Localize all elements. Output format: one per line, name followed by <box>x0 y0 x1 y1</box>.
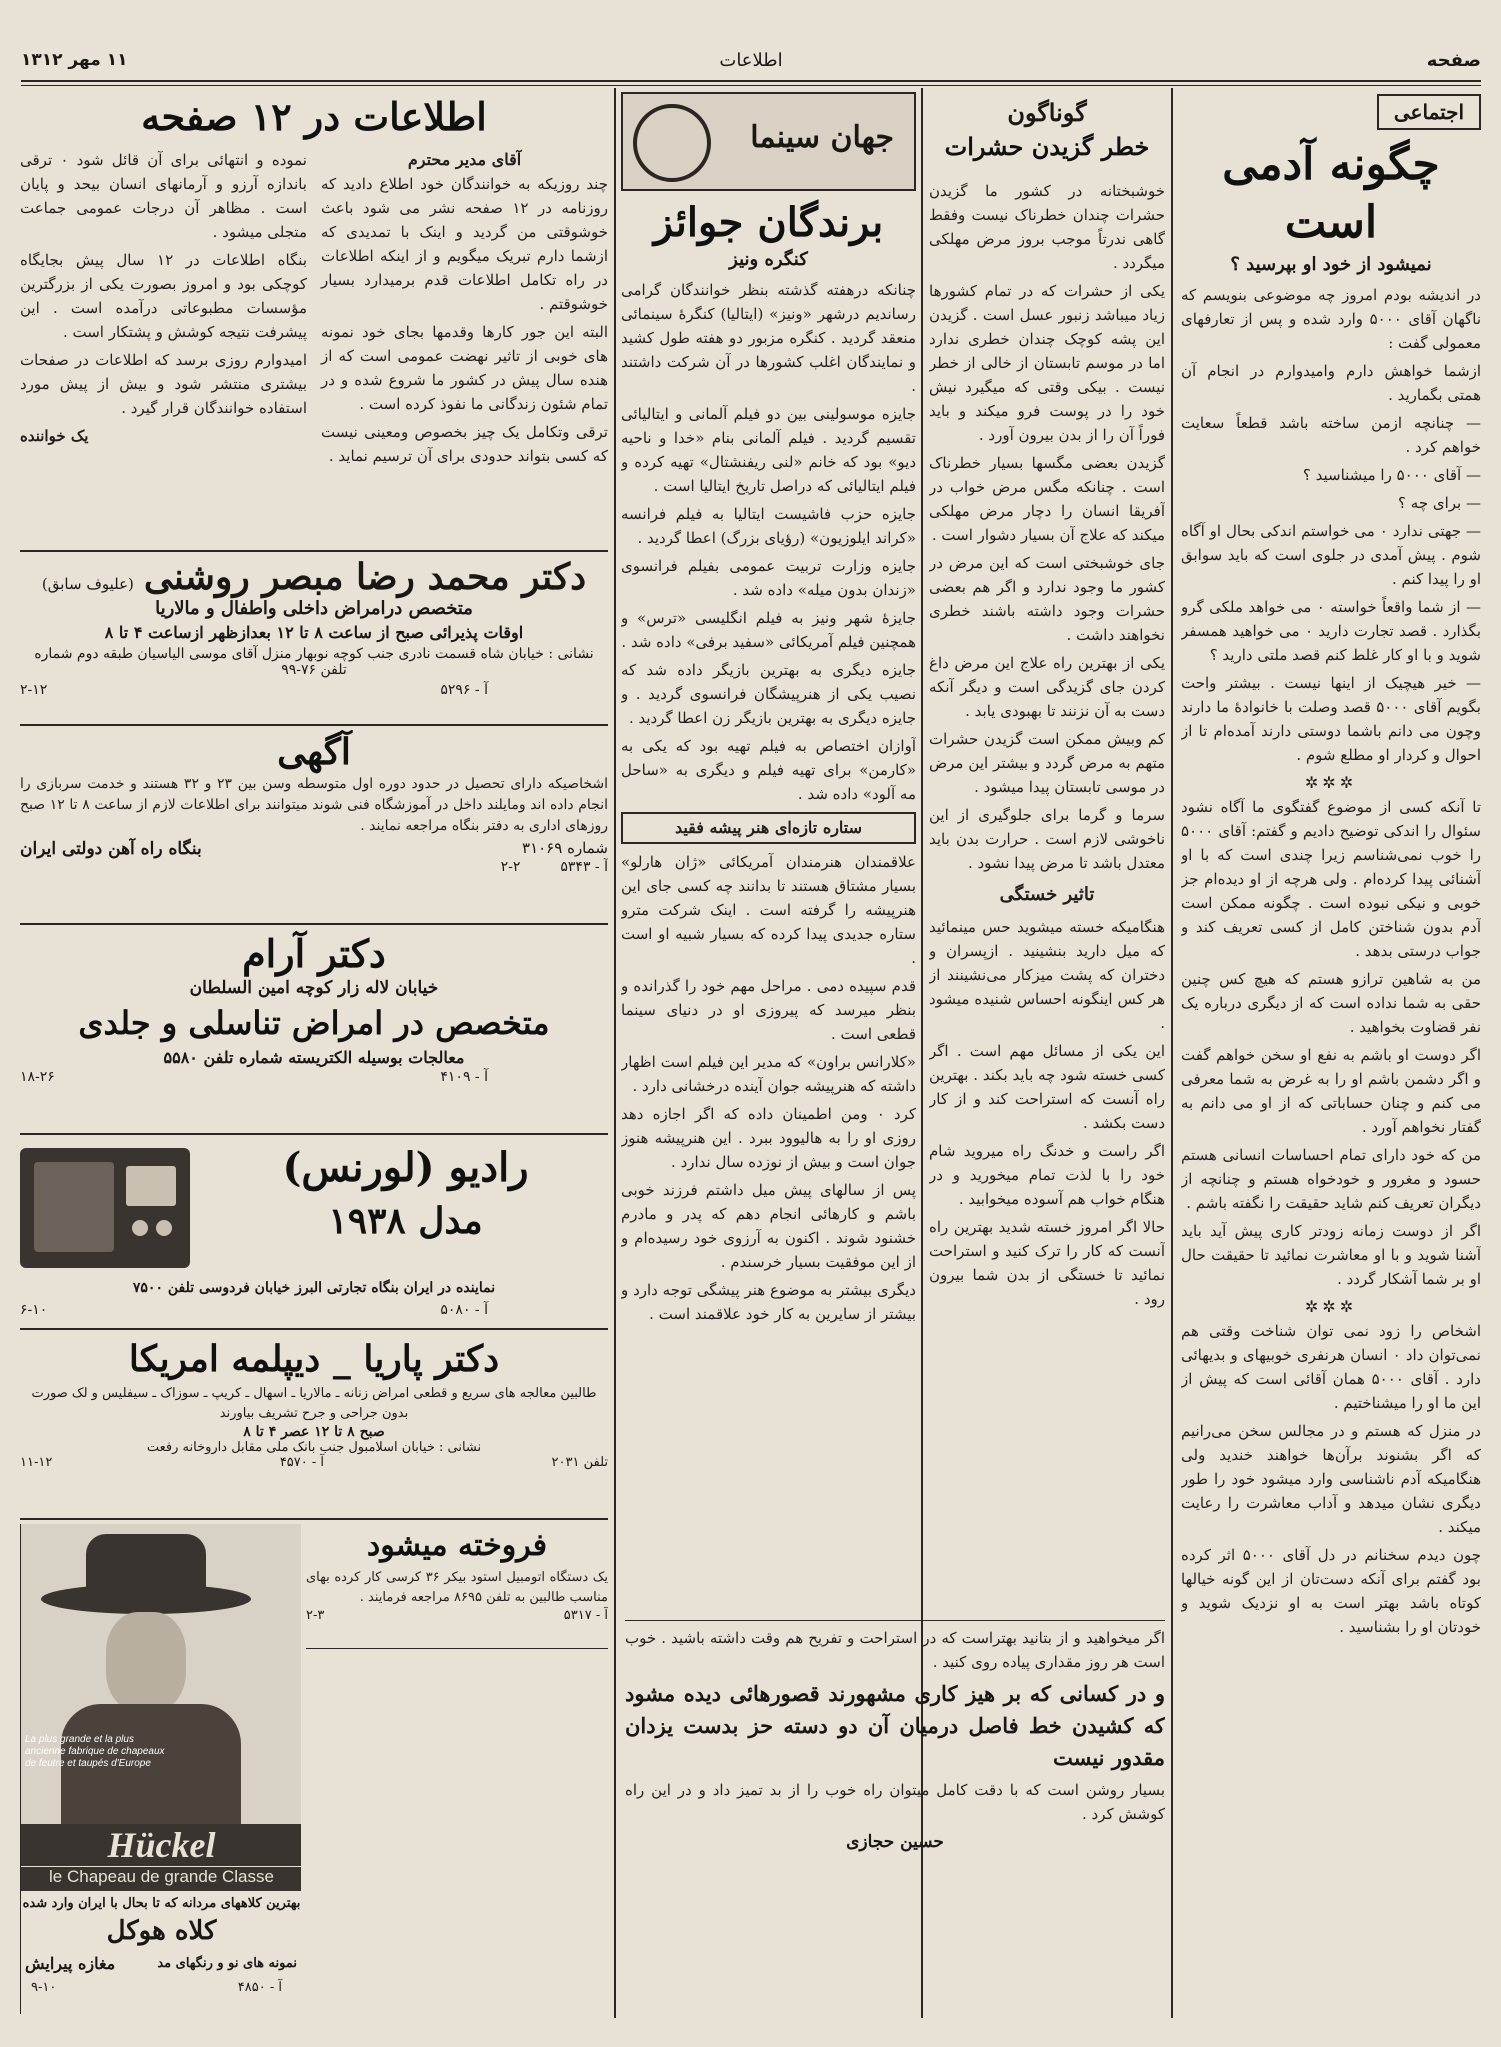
paragraph: تا آنکه کسی از موضوع گفتگوی ما آگاه نشود سئوال را اندکی توضیح دادیم و گفتم: آقای ۵۰۰۰ را خوب نمی‌شناسم زیرا چندی است که با او آشنائی پیدا کرده‌ام . ولی هرچه از او دیده‌ام جز خوبی و نیکی نبوده است . چگونه ممکن است آدم بدون شناختن کامل از کسی تعریف کند و جواب درستی بدهد . <box>1181 798 1481 960</box>
paragraph: — آقای ۵۰۰۰ را میشناسید ؟ <box>1302 466 1481 484</box>
ad-codes <box>20 1069 608 1085</box>
address: نشانی : خیابان اسلامبول جنب بانک ملی مقابل داروخانه رفعت <box>146 1440 482 1455</box>
radio-agent: نماینده در ایران بنگاه تجارتی البرز خیابان فردوسی تلفن ۷۵۰۰ <box>132 1280 496 1296</box>
highlight-text: و در کسانی که بر هیز کاری مشهورند قصورهائی دیده مشود که کشیدن خط فاصل درمیان آن دو دسته حز بدست یزدان مقدور نیست <box>625 1681 1165 1770</box>
ad-rule <box>20 1133 608 1135</box>
ettelaat12-body <box>20 148 608 472</box>
ad-title: آگهی <box>277 731 351 773</box>
ad-radio <box>20 1140 608 1325</box>
ad-text: یک دستگاه اتومبیل استود بیکر ۳۶ کرسی کار کرده بهای مناسب طالبین به تلفن ۸۶۹۵ مراجعه فرمایند . <box>306 1570 608 1605</box>
ettelaat12-article <box>20 92 608 547</box>
ad-codes <box>20 1302 608 1318</box>
paragraph: — جهتی ندارد ۰ می خواستم اندکی بحال او آگاه شوم . پیش آمدی در جلوی است که باید سوابق او را پیدا کنم . <box>1181 522 1481 588</box>
ad-code: آ - ۵۳۱۷ <box>563 1608 608 1623</box>
ad-codes <box>20 859 608 875</box>
ad-code-2: ۱۸-۲۶ <box>20 1069 55 1085</box>
paragraph: جایزه وزارت تربیت عمومی بفیلم فرانسوی «زندان بدون میله» داده شد . <box>621 557 916 599</box>
huckel-brand: Hückel <box>21 1824 301 1866</box>
doctor-name: دکتر آرام <box>242 931 386 976</box>
article-subtitle-cinema-2: ستاره تازه‌ای هنر پیشه فقید <box>621 812 916 844</box>
paragraph: اشخاص را زود نمی توان شناخت وقتی هم نمی‌توان داد ۰ انسان هرنفری خوبیهای و بدیهائی دارد . آقای ۵۰۰۰ همان آقائی است که پیش از این ما او را میشناختیم . <box>1181 1322 1481 1412</box>
paragraph: حالا اگر امروز خسته شدید بهترین راه آنست که کار را ترک کنید و استراحت نمائید تا خستگی از بدن شما بیرون رود . <box>929 1218 1165 1308</box>
ad-dr-pariya <box>20 1334 608 1514</box>
paragraph: جایزه دیگری به بهترین بازیگر داده شد که نصیب یکی از هنرپیشگان فرانسوی گردید . و جایزه دیگری به بهترین بازیگر زن اعطا گردید . <box>621 661 916 727</box>
paragraph: گزیدن بعضی مگسها بسیار خطرناک است . چنانکه مگس مرض خواب در آفریقا انسان را دچار مرض مهلکی میکند که علاج آن بسیار دشوار است . <box>929 454 1165 544</box>
ad-text: طالبین معالجه های سریع و قطعی امراض زنانه ـ مالاریا ـ اسهال ـ کریپ ـ سوزاک ـ سیفلیس و لک صورت بدون جراحی و جرح تشریف بیاورند <box>31 1386 597 1421</box>
paragraph: اگر دوست او باشم به نفع او سخن خواهم گفت و اگر دشمن باشم او را به غرض به شما معرفی می کنم و چنان حساباتی که از او می دانم به گفتار نخواهم آورد . <box>1181 1046 1481 1136</box>
ad-dr-roshani <box>20 556 608 721</box>
ad-code-2: ۹-۱۰ <box>31 1980 57 1995</box>
paragraph: البته این جور کارها وقدمها بجای خود نمونه های خوبی از تاثیر نهضت عمومی است که از هنده سال پیش در کشور ما شروع شده و در تمام شئون زندگانی ما نفوذ کرده است . <box>321 323 608 413</box>
paragraph: — برای چه ؟ <box>1398 494 1481 512</box>
paragraph: چند روزیکه به خوانندگان خود اطلاع دادید که روزنامه در ۱۲ صفحه نشر می شود باعث خوشوقتی من گردید و اینک با تمدیدی که ازشما دارم تبریک میگویم و از اینکه اطلاعات در راه تکامل اطلاعات قدم برمیدارد بسیار خوشوقتم . <box>321 175 608 313</box>
article-subtitle-cinema: کنگره ونیز <box>729 249 808 270</box>
cinema-badge: جهان سینما <box>750 120 894 155</box>
paragraph: ترقی وتکامل یک چیز بخصوص ومعینی نیست که کسی بتواند حدودی برای آن ترسیم نماید . <box>321 423 608 465</box>
ad-rule <box>20 1328 608 1330</box>
masthead-rule-2 <box>21 85 1481 86</box>
paragraph: جایزه موسولینی بین دو فیلم آلمانی و ایتالیائی تقسیم گردید . فیلم آلمانی بنام «خدا و ناحیه دیو» بود که خانم «لنی ریفنشتال» تهیه کرده و فیلم ایتالیائی که دراصل تاریخ ایتالیا است . <box>621 405 916 495</box>
paragraph: جایزهٔ شهر ونیز به فیلم انگلیسی «ترس» و همچنین فیلم آمریکائی «سفید برفی» داده شد . <box>621 609 916 651</box>
huckel-line1: بهترین کلاههای مردانه که تا بحال با ایران وارد شده <box>22 1896 301 1911</box>
article-body-gunagun <box>929 179 1165 1311</box>
doctor-name: دکتر پاریا _ دیپلمه امریکا <box>128 1338 500 1380</box>
paragraph: علاقمندان هنرمندان آمریکائی «ژان هارلو» بسیار مشتاق هستند تا بدانند چه کسی جای این هنرپیشه را گرفته است . اینک شرکت مترو ستاره جدیدی پیدا کرده که بسیار شبیه او است . <box>621 853 916 967</box>
separator-stars: ✲✲✲ <box>1304 773 1358 792</box>
paragraph: کم وبیش ممکن است گزیدن حشرات متهم به مرض گردد و بیشتر این مرض در موسی تابستان پیدا میشود . <box>929 730 1165 796</box>
ad-rule <box>20 724 608 726</box>
section-badge-ijtemai: اجتماعی <box>1377 94 1481 130</box>
page-date: ۱۱ مهر ۱۳۱۲ <box>21 50 128 70</box>
paragraph: قدم سپیده دمی . مراحل مهم خود را گذرانده و بنظر میرسد که پیروزی او در دنیای سینما قطعی است . <box>621 977 916 1043</box>
address: نشانی : خیابان شاه قسمت نادری جنب کوچه نوبهار منزل آقای موسی الیاسیان طبقه دوم شماره تلفن ۷۶-۹۹ <box>34 646 594 678</box>
paragraph: بسیار روشن است که با دقت کامل میتوان راه خوب را از بد تمیز داد و در این راه کوشش کرد . <box>625 1781 1165 1823</box>
paragraph: چون دیدم سخنانم در دل آقای ۵۰۰۰ اثر کرده بود گفتم برای آنکه دست‌تان از این گونه خیالها کوتاه باشد بهتر است به او نزدیک شوید و خودتان او را بشناسید . <box>1181 1546 1481 1636</box>
face <box>106 1612 186 1712</box>
radio-knob-icon <box>156 1220 172 1236</box>
paragraph: سرما و گرما برای جلوگیری از این ناخوشی لازم است . حرارت بدن باید معتدل باشد تا مرض پیدا نشود . <box>929 806 1165 872</box>
paragraph: — چنانچه ازمن ساخته باشد قطعاً سعایت خواهم کرد . <box>1181 414 1481 456</box>
ad-text: اشخاصیکه دارای تحصیل در حدود دوره اول متوسطه وسن بین ۲۳ و ۳۲ هستند و خدمت سربازی را انجام داده اند ومایلند داخل در آموزشگاه فنی شوند میتوانند برای اطلاعات لازم از ساعت ۸ تا ۱۲ صبح روزهای اداری به دفتر بنگاه مراجعه نمایند . <box>20 776 608 834</box>
ijtemai-column <box>1181 92 1481 2012</box>
ad-roshani-header <box>20 556 608 598</box>
paragraph: این یکی از مسائل مهم است . اگر کسی خسته شود چه باید بکند . بهترین راه آنست که استراحت کند و از کار دست بکشد . <box>929 1042 1165 1132</box>
paper-name: اطلاعات <box>719 50 783 71</box>
ad-signature: بنگاه راه آهن دولتی ایران <box>20 839 202 859</box>
paragraph: ازشما خواهش دارم وامیدوارم در انجام آن همتی بگمارید . <box>1181 362 1481 404</box>
specialty: متخصص درامراض داخلی واطفال و مالاریا <box>155 598 473 619</box>
doctor-name: دکتر محمد رضا مبصر روشنی <box>143 556 587 598</box>
paragraph: دیگری بیشتر به موضوع هنر پیشگی توجه دارد و بیشتر از سایرین به کار خود علاقمند است . <box>621 1281 916 1323</box>
radio-text <box>203 1140 608 1280</box>
paragraph: در منزل که هستم و در مجالس سخن می‌رانیم که اگر بشنوند برآن‌ها خواهند خندید ولی هنگامیکه آدم ناشناسی وارد میشود خود را طور دیگری نشان میدهد و آداب معاشرت را رعایت میکند . <box>1181 1422 1481 1536</box>
name-note: (علیوف سابق) <box>41 575 134 593</box>
radio-model: مدل ۱۹۳۸ <box>328 1200 483 1242</box>
ad-codes <box>306 1608 608 1623</box>
article-title-gunagun: خطر گزیدن حشرات <box>944 132 1150 161</box>
page-label: صفحه <box>1426 50 1481 71</box>
ad-code-2: ۶-۱۰ <box>20 1302 48 1318</box>
hours: صبح ۸ تا ۱۲ عصر ۴ تا ۸ <box>243 1424 385 1440</box>
col-rule-1 <box>1171 88 1173 2018</box>
paragraph: امیدوارم روزی برسد که اطلاعات در صفحات بیشتری منتشر شود و بیش از پیش مورد استفاده خوانندگان قرار گیرد . <box>20 351 307 417</box>
ad-code-2: ۱۱-۱۲ <box>20 1455 53 1470</box>
paragraph: اگر میخواهید و از بتانید بهتراست که در استراحت و تفریح هم وقت داشته باشید . خوب است هر روز مقداری پیاده روی کنید . <box>625 1629 1165 1671</box>
ad-codes <box>21 1980 301 1995</box>
hat-crown <box>86 1534 206 1599</box>
ad-code: آ - ۵۳۴۳ <box>560 859 608 875</box>
paragraph: من که خود دارای تمام احساسات انسانی هستم حسود و مغرور و خودخواه هستم و چنانچه از دیگران تعریف کنم شاید حقیقت را نگفته باشم . <box>1181 1146 1481 1212</box>
paragraph: در اندیشه بودم امروز چه موضوعی بنویسم که ناگهان آقای ۵۰۰۰ وارد شده و پس از تعارفهای معمولی گفت : <box>1181 286 1481 352</box>
paragraph: آوازان اختصاص به فیلم تهیه بود که یکی به «کارمن» برای تهیه فیلم و دیگری به «ساحل مه آلود» داده شد . <box>621 737 916 803</box>
paragraph: نموده و انتهائی برای آن قائل شود ۰ ترقی باندازه آرزو و آرمانهای انسان بیحد و پایان است . مظاهر آن درجات عمومی جماعت متجلی میشود . <box>20 151 307 241</box>
ad-number: شماره ۳۱۰۶۹ <box>522 839 608 857</box>
radio-knob-icon <box>132 1220 148 1236</box>
ad-huckel <box>20 1524 301 2014</box>
ad-codes <box>20 682 608 698</box>
gunagun-bottom <box>625 1626 1165 2016</box>
ettelaat12-col-right <box>321 148 608 472</box>
article-subtitle-ijtemai: نمیشود از خود او بپرسید ؟ <box>1230 254 1432 275</box>
paragraph: بنگاه اطلاعات در ۱۲ سال پیش بجایگاه کوچکی بود و امروز بصورت یکی از بزرگترین مؤسسات مطبوعاتی درآمده است . این پیشرفت نتیجه کوشش و پشتکار است . <box>20 251 308 341</box>
ad-title: رادیو (لورنس) <box>282 1144 529 1191</box>
paragraph: جایزه حزب فاشیست ایتالیا به فیلم فرانسه «کراند ایلوزیون» (رؤیای بزرگ) اعطا گردید . <box>621 505 916 547</box>
ad-rule <box>20 550 608 552</box>
paragraph: اگر راست و خدنگ راه میروید شام خود را با لذت تمام میخورید و در هنگام خواب هم آسوده میخوابید . <box>929 1142 1165 1208</box>
radio-speaker <box>34 1162 114 1252</box>
article-subtitle-gunagun: تاثیر خستگی <box>999 884 1095 905</box>
hat-man-illustration <box>21 1524 301 1824</box>
article-body-ijtemai <box>1181 283 1481 1639</box>
paragraph: جای خوشبختی است که این مرض در کشور ما وجود ندارد و اگر هم بعضی حشرات وجود داشته باشند خطری نخواهند داشت . <box>929 554 1165 644</box>
ad-code: آ - ۴۵۷۰ <box>279 1455 325 1470</box>
huckel-slogan: le Chapeau de grande Classe <box>21 1867 301 1891</box>
cinema-column <box>621 92 916 1622</box>
section-badge-gunagun: گوناگون <box>1007 98 1087 127</box>
paragraph: من به شاهین ترازو هستم که هیچ کس چنین حقی به شما نداده است که از دیگری درباره یک نفر قضاوت بخواهید . <box>1181 970 1481 1036</box>
huckel-line2: نمونه های نو و رنگهای مد <box>157 1956 297 1971</box>
ad-dr-aram <box>20 930 608 1130</box>
ad-code-2: ۲-۲ <box>500 859 521 875</box>
phone: تلفن ۲۰۳۱ <box>551 1455 608 1470</box>
ad-rule <box>306 1648 608 1649</box>
ad-code: آ - ۴۸۵۰ <box>237 1980 282 1995</box>
col-rule-3 <box>614 88 616 2018</box>
paragraph: یکی از بهترین راه علاج این مرض داغ کردن جای گزیدگی است و دیگر آنکه دست به آن نزنند تا بهبودی یابد . <box>929 654 1165 720</box>
ad-code-2: ۲-۱۲ <box>20 682 48 698</box>
article-title-cinema: برندگان جوائز <box>653 199 884 246</box>
ad-code: آ - ۵۲۹۶ <box>440 682 488 698</box>
article-title-ijtemai: چگونه آدمی است <box>1222 139 1440 248</box>
paragraph: — خیر هیچیک از اینها نیست . بیشتر واحت بگویم آقای ۵۰۰۰ قصد وصلت با خانوادهٔ ما دارند وچون می دانم باشما دوستی دارند آمده‌ام تا از احوال و کردار او مطلع شوم . <box>1181 674 1481 764</box>
huckel-brand-fa: کلاه هوکل <box>106 1916 217 1946</box>
salutation: آقای مدیر محترم <box>407 150 522 169</box>
article-title-ettelaat12: اطلاعات در ۱۲ صفحه <box>141 94 487 139</box>
radio-dial <box>126 1166 176 1206</box>
film-reel-icon <box>633 104 711 182</box>
ad-rule <box>20 923 608 925</box>
ad-code: آ - ۵۰۸۰ <box>440 1302 488 1318</box>
ad-rule <box>20 1518 608 1520</box>
ad-codes <box>20 1455 608 1470</box>
paragraph: چنانکه درهفته گذشته بنظر خوانندگان گرامی رساندیم درشهر «ونیز» (ایتالیا) کنگرهٔ سینمائی منعقد گردید . کنگره مزبور دو هفته طول کشید و نمایندگان اغلب کشورها در آن شرکت داشتند . <box>621 281 916 395</box>
masthead-rule <box>21 80 1481 82</box>
ad-agahi-footer <box>20 839 608 859</box>
ad-title: فروخته میشود <box>366 1528 548 1563</box>
paragraph: یکی از حشرات که در تمام کشورها زیاد میباشد زنبور عسل است . گزیدن این پشه کوچک چندان خطری ندارد اما در موسم تابستان از خالی از خطر نیست . بیکی وقتی که میگیرد نیش خود را در پوست فرو میکند و باید فوراً آن را از بدن بیرون آورد . <box>929 282 1165 444</box>
ad-code: آ - ۴۱۰۹ <box>440 1069 488 1085</box>
treatment: معالجات بوسیله الکتریسته شماره تلفن ۵۵۸۰ <box>163 1048 465 1067</box>
signature: یک خواننده <box>20 427 89 445</box>
ad-forosh <box>306 1524 608 1644</box>
ettelaat12-col-left <box>20 148 307 472</box>
paragraph: پس از سالهای پیش میل داشتم فرزند خوبی باشم و کارهائی انجام دهم که پدر و مادرم خشنود شوند . اکنون به آرزوی خود رسیده‌ام و از این موفقیت بسیار خرسندم . <box>621 1181 916 1271</box>
author-name: حسین حجازی <box>846 1832 944 1852</box>
hours: اوقات پذیرائی صبح از ساعت ۸ تا ۱۲ بعدازظهر ازساعت ۴ تا ۸ <box>104 623 524 642</box>
paragraph: «کلارانس براون» که مدیر این فیلم است اظهار داشته که هنرپیشه جوان آینده درخشانی دارد . <box>621 1053 916 1095</box>
huckel-french-text: La plus grande et la plus ancienne fabrique de chapeaux de feutre et taupés d'Europe <box>25 1734 165 1769</box>
ad-code-2: ۲-۳ <box>306 1608 325 1623</box>
paragraph: کرد ۰ ومن اطمینان داده که اگر اجازه دهد روزی او را به هالیوود ببرد . این هنرپیشه هنوز جوان است و بیش از نوزده سال ندارد . <box>621 1105 916 1171</box>
huckel-store: مغازه پیرایش <box>25 1954 116 1973</box>
article-body-cinema <box>621 278 916 1326</box>
specialty: متخصص در امراض تناسلی و جلدی <box>78 1004 550 1042</box>
cinema-badge-banner <box>621 92 916 191</box>
address: خیابان لاله زار کوچه امین السلطان <box>189 978 439 998</box>
ad-agahi <box>20 730 608 920</box>
paragraph: خوشبختانه در کشور ما گزیدن حشرات چندان خطرناک نیست وفقط گاهی ندرتاً موجب بروز مرض مهلکی میگردد . <box>929 182 1165 272</box>
paragraph: هنگامیکه خسته میشوید حس مینمائید که میل دارید بنشینید . ازپسران و دختران که پشت میزکار می‌نشینند از هر کس اینگونه احساس شنیده میشود . <box>929 918 1165 1032</box>
radio-image <box>20 1148 190 1268</box>
paragraph: اگر از دوست زمانه زودتر کاری پیش آید باید آشنا شوید و با او معاشرت نمائید تا حقیقت حال او بر شما آشکار گردد . <box>1181 1222 1481 1288</box>
paragraph: — از شما واقعاً خواسته ۰ می خواهد ملکی گرو بگذارد . قصد تجارت دارید ۰ می خواهید همسفر شوید و با او کار غلط کنم قصد ملتی دارید ؟ <box>1181 598 1481 664</box>
gunagun-column <box>929 92 1165 1617</box>
separator-stars: ✲✲✲ <box>1304 1297 1358 1316</box>
